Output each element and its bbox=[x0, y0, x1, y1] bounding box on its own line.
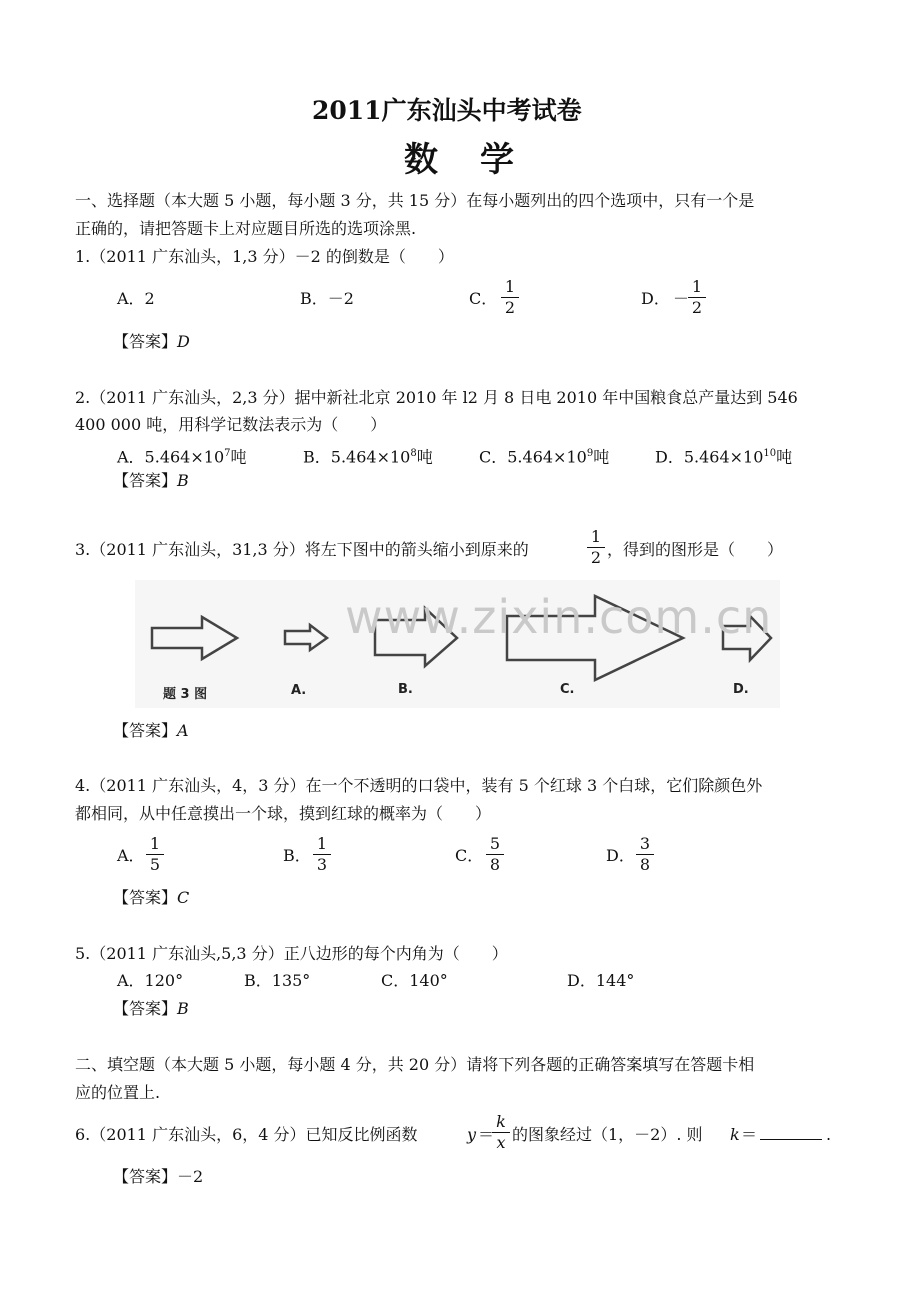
q1-option-b: B．－2 bbox=[300, 289, 354, 308]
figure-label-a: A. bbox=[291, 683, 307, 698]
q1-option-d-fraction: 1 2 bbox=[688, 278, 706, 317]
q1-option-d-label: D． bbox=[641, 289, 670, 308]
section2-line1: 二、填空题（本大题 5 小题，每小题 4 分，共 20 分）请将下列各题的正确答案填写在答题卡相 bbox=[75, 1055, 755, 1074]
q6-fraction: k x bbox=[492, 1113, 510, 1152]
q1-option-d-sign: － bbox=[673, 289, 690, 308]
q4-line1: 4.（2011 广东汕头，4，3 分）在一个不透明的口袋中，装有 5 个红球 3 个白球，它们除颜色外 bbox=[75, 776, 763, 795]
q6-answer bbox=[113, 1167, 203, 1187]
original-arrow bbox=[152, 617, 237, 659]
answer-value: A bbox=[177, 721, 189, 740]
q4-option-d-fraction: 3 8 bbox=[636, 835, 654, 874]
q6-equals-2: ＝ bbox=[741, 1125, 758, 1144]
q4-line2: 都相同，从中任意摸出一个球，摸到红球的概率为（ ） bbox=[75, 804, 492, 823]
q6-k: k bbox=[730, 1125, 740, 1144]
q3-stem-post: ，得到的图形是（ ） bbox=[607, 540, 784, 559]
q3-fraction: 1 2 bbox=[587, 528, 605, 567]
watermark: www.zixin.com.cn bbox=[345, 590, 773, 644]
q5-option-b: B．135° bbox=[244, 971, 311, 990]
figure-label-b: B. bbox=[398, 682, 413, 697]
q4-option-d-label: D． bbox=[606, 846, 635, 865]
q5-answer bbox=[113, 999, 189, 1019]
answer-value: C bbox=[177, 888, 190, 907]
q2-line1: 2.（2011 广东汕头，2,3 分）据中新社北京 2010 年 l2 月 8 日电 2010 年中国粮食总产量达到 546 bbox=[75, 388, 798, 407]
q2-option-a: A．$5.464\times 10^7$吨 bbox=[117, 447, 247, 467]
q4-option-a-label: A． bbox=[117, 846, 145, 865]
answer-label: 【答案】 bbox=[113, 999, 178, 1018]
q1-option-c-label: C． bbox=[469, 289, 498, 308]
q3-answer bbox=[113, 721, 189, 741]
answer-label: 【答案】 bbox=[113, 1167, 178, 1186]
q1-stem: 1.（2011 广东汕头，1,3 分）－2 的倒数是（ ） bbox=[75, 247, 454, 266]
q2-answer bbox=[113, 471, 189, 491]
q4-answer bbox=[113, 888, 189, 908]
q2-line2: 400 000 吨，用科学记数法表示为（ ） bbox=[75, 415, 387, 434]
q4-option-b-label: B． bbox=[283, 846, 311, 865]
q5-option-c: C．140° bbox=[381, 971, 448, 990]
q6-equals: ＝ bbox=[478, 1125, 495, 1144]
answer-label: 【答案】 bbox=[113, 888, 178, 907]
answer-value: －2 bbox=[177, 1167, 204, 1186]
q2-option-b: B．$5.464\times 10^8$吨 bbox=[303, 447, 433, 467]
q4-option-c-label: C． bbox=[455, 846, 484, 865]
q6-stem-pre: 6.（2011 广东汕头，6，4 分）已知反比例函数 bbox=[75, 1125, 418, 1144]
answer-label: 【答案】 bbox=[113, 332, 178, 351]
q1-answer bbox=[113, 332, 190, 352]
arrow-a bbox=[285, 625, 327, 650]
answer-value: B bbox=[177, 999, 189, 1018]
q4-option-b-fraction: 1 3 bbox=[313, 835, 331, 874]
q2-option-d: D．$5.464\times 10^{10}$吨 bbox=[655, 447, 793, 467]
figure-label-d: D. bbox=[733, 682, 749, 697]
subject-heading: 数学 bbox=[404, 140, 556, 180]
section2-line2: 应的位置上. bbox=[75, 1083, 161, 1102]
q4-option-c-fraction: 5 8 bbox=[486, 835, 504, 874]
section1-line2: 正确的，请把答题卡上对应题目所选的选项涂黑. bbox=[75, 219, 417, 238]
answer-value: D bbox=[177, 332, 190, 351]
answer-label: 【答案】 bbox=[113, 471, 178, 490]
q4-option-a-fraction: 1 5 bbox=[146, 835, 164, 874]
q3-arrow-figure bbox=[135, 580, 780, 708]
q1-option-a: A．2 bbox=[117, 289, 155, 308]
q5-option-a: A．120° bbox=[117, 971, 184, 990]
q3-stem-pre: 3.（2011 广东汕头，31,3 分）将左下图中的箭头缩小到原来的 bbox=[75, 540, 529, 559]
answer-label: 【答案】 bbox=[113, 721, 178, 740]
q6-end: . bbox=[826, 1125, 832, 1144]
q5-stem: 5.（2011 广东汕头,5,3 分）正八边形的每个内角为（ ） bbox=[75, 944, 508, 963]
figure-label-original: 题 3 图 bbox=[163, 687, 208, 702]
exam-title: 2011广东汕头中考试卷 bbox=[312, 96, 582, 125]
q5-option-d: D．144° bbox=[567, 971, 635, 990]
q2-option-c: C．$5.464\times 10^9$吨 bbox=[479, 447, 610, 467]
answer-value: B bbox=[177, 471, 189, 490]
q6-y: y bbox=[467, 1125, 477, 1144]
q6-stem-mid: 的图象经过（1，－2）. 则 bbox=[512, 1125, 703, 1144]
q6-blank bbox=[760, 1125, 822, 1145]
figure-label-c: C. bbox=[560, 682, 575, 697]
section1-line1: 一、选择题（本大题 5 小题，每小题 3 分，共 15 分）在每小题列出的四个选项中，只有一个是 bbox=[75, 191, 755, 210]
q1-option-c-fraction: 1 2 bbox=[501, 278, 519, 317]
